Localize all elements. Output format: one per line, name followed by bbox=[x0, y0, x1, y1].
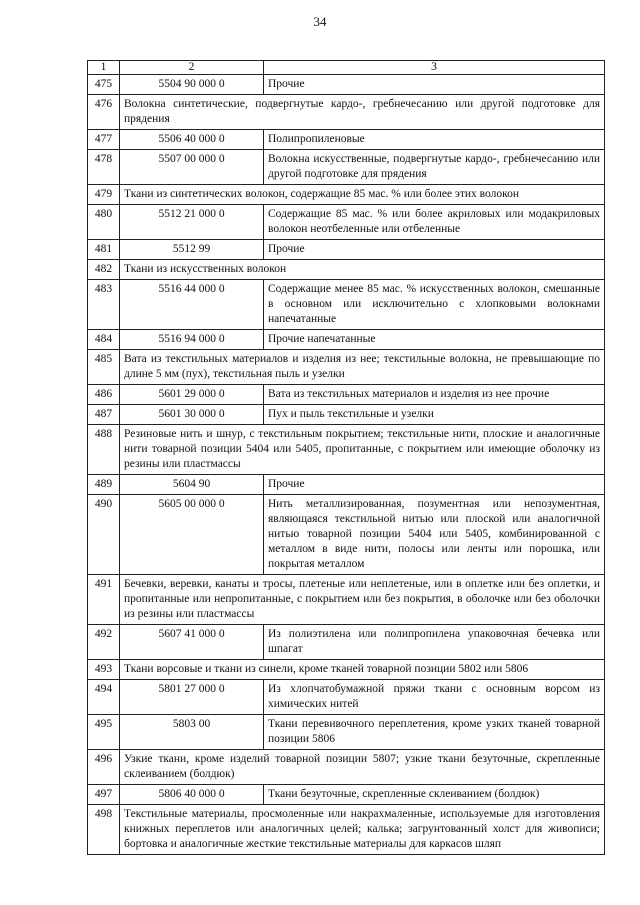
item-description: Из хлопчатобумажной пряжи ткани с основным ворсом из химических нитей bbox=[264, 680, 605, 715]
group-heading: Узкие ткани, кроме изделий товарной позиции 5807; узкие ткани безуточные, скрепленные склеиванием (болдюк) bbox=[120, 750, 605, 785]
item-description: Прочие bbox=[264, 75, 605, 95]
commodity-code: 5506 40 000 0 bbox=[120, 130, 264, 150]
table-row bbox=[88, 495, 605, 575]
row-number: 492 bbox=[88, 625, 120, 660]
row-number: 487 bbox=[88, 405, 120, 425]
row-number: 477 bbox=[88, 130, 120, 150]
commodity-code: 5607 41 000 0 bbox=[120, 625, 264, 660]
table-row bbox=[88, 185, 605, 205]
table-row bbox=[88, 680, 605, 715]
group-heading: Ткани из искусственных волокон bbox=[120, 260, 605, 280]
commodity-code: 5507 00 000 0 bbox=[120, 150, 264, 185]
item-description: Ткани перевивочного переплетения, кроме узких тканей товарной позиции 5806 bbox=[264, 715, 605, 750]
group-heading: Бечевки, веревки, канаты и тросы, плетеные или неплетеные, или в оплетке или без оплетки, и пропитанные или непропитанные, с покрытием или без покрытия, в оболочке или без оболочки из резины или пластмассы bbox=[120, 575, 605, 625]
item-description: Содержащие менее 85 мас. % искусственных волокон, смешанные в основном или исключительно с хлопковыми волокнами напечатанные bbox=[264, 280, 605, 330]
row-number: 485 bbox=[88, 350, 120, 385]
commodity-code: 5512 21 000 0 bbox=[120, 205, 264, 240]
item-description: Из полиэтилена или полипропилена упаковочная бечевка или шпагат bbox=[264, 625, 605, 660]
commodity-code: 5504 90 000 0 bbox=[120, 75, 264, 95]
table-row bbox=[88, 130, 605, 150]
item-description: Полипропиленовые bbox=[264, 130, 605, 150]
table-row bbox=[88, 150, 605, 185]
table-row bbox=[88, 625, 605, 660]
row-number: 498 bbox=[88, 805, 120, 855]
commodity-code-table bbox=[87, 60, 605, 855]
row-number: 479 bbox=[88, 185, 120, 205]
row-number: 480 bbox=[88, 205, 120, 240]
table-row bbox=[88, 750, 605, 785]
commodity-code: 5516 94 000 0 bbox=[120, 330, 264, 350]
row-number: 475 bbox=[88, 75, 120, 95]
row-number: 496 bbox=[88, 750, 120, 785]
item-description: Прочие напечатанные bbox=[264, 330, 605, 350]
item-description: Пух и пыль текстильные и узелки bbox=[264, 405, 605, 425]
commodity-code: 5801 27 000 0 bbox=[120, 680, 264, 715]
row-number: 489 bbox=[88, 475, 120, 495]
row-number: 484 bbox=[88, 330, 120, 350]
row-number: 482 bbox=[88, 260, 120, 280]
group-heading: Волокна синтетические, подвергнутые кардо-, гребнечесанию или другой подготовке для прядения bbox=[120, 95, 605, 130]
table-row bbox=[88, 260, 605, 280]
item-description: Ткани безуточные, скрепленные склеиванием (болдюк) bbox=[264, 785, 605, 805]
item-description: Содержащие 85 мас. % или более акриловых или модакриловых волокон неотбеленные или отбеленные bbox=[264, 205, 605, 240]
commodity-code: 5605 00 000 0 bbox=[120, 495, 264, 575]
row-number: 486 bbox=[88, 385, 120, 405]
commodity-code: 5604 90 bbox=[120, 475, 264, 495]
table-row bbox=[88, 785, 605, 805]
page-number: 34 bbox=[313, 14, 327, 29]
row-number: 488 bbox=[88, 425, 120, 475]
item-description: Волокна искусственные, подвергнутые кардо-, гребнечесанию или другой подготовке для прядения bbox=[264, 150, 605, 185]
item-description: Вата из текстильных материалов и изделия из нее прочие bbox=[264, 385, 605, 405]
table-row bbox=[88, 405, 605, 425]
item-description: Прочие bbox=[264, 240, 605, 260]
column-header: 3 bbox=[264, 61, 605, 75]
column-header: 1 bbox=[88, 61, 120, 75]
group-heading: Текстильные материалы, просмоленные или накрахмаленные, используемые для изготовления книжных переплетов или аналогичных целей; калька; загрунтованный холст для живописи; бортовка и аналогичные жесткие текстильные материалы для каркасов шляп bbox=[120, 805, 605, 855]
column-header: 2 bbox=[120, 61, 264, 75]
group-heading: Ткани из синтетических волокон, содержащие 85 мас. % или более этих волокон bbox=[120, 185, 605, 205]
table-row bbox=[88, 660, 605, 680]
table-row bbox=[88, 475, 605, 495]
table-row bbox=[88, 95, 605, 130]
table-body bbox=[88, 75, 605, 855]
table-row bbox=[88, 240, 605, 260]
table-row bbox=[88, 350, 605, 385]
table-header-row bbox=[88, 61, 605, 75]
item-description: Нить металлизированная, позументная или непозументная, являющаяся текстильной нитью или плоской или аналогичной нитью товарной позиции 5404 или 5405, комбинированной с металлом в виде нити, полосы или ленты или порошка, или покрытая металлом bbox=[264, 495, 605, 575]
row-number: 483 bbox=[88, 280, 120, 330]
table-row bbox=[88, 330, 605, 350]
table-row bbox=[88, 575, 605, 625]
row-number: 495 bbox=[88, 715, 120, 750]
row-number: 490 bbox=[88, 495, 120, 575]
commodity-code: 5803 00 bbox=[120, 715, 264, 750]
row-number: 481 bbox=[88, 240, 120, 260]
row-number: 494 bbox=[88, 680, 120, 715]
row-number: 476 bbox=[88, 95, 120, 130]
table-row bbox=[88, 75, 605, 95]
group-heading: Ткани ворсовые и ткани из синели, кроме тканей товарной позиции 5802 или 5806 bbox=[120, 660, 605, 680]
table-row bbox=[88, 805, 605, 855]
row-number: 497 bbox=[88, 785, 120, 805]
commodity-code: 5512 99 bbox=[120, 240, 264, 260]
table-row bbox=[88, 280, 605, 330]
commodity-code: 5516 44 000 0 bbox=[120, 280, 264, 330]
row-number: 493 bbox=[88, 660, 120, 680]
group-heading: Резиновые нить и шнур, с текстильным покрытием; текстильные нити, плоские и аналогичные нити товарной позиции 5404 или 5405, пропитанные, с покрытием или имеющие оболочку из резины или пластмассы bbox=[120, 425, 605, 475]
item-description: Прочие bbox=[264, 475, 605, 495]
row-number: 478 bbox=[88, 150, 120, 185]
commodity-code: 5601 29 000 0 bbox=[120, 385, 264, 405]
table-row bbox=[88, 205, 605, 240]
table-row bbox=[88, 385, 605, 405]
row-number: 491 bbox=[88, 575, 120, 625]
commodity-code: 5806 40 000 0 bbox=[120, 785, 264, 805]
group-heading: Вата из текстильных материалов и изделия из нее; текстильные волокна, не превышающие по длине 5 мм (пух), текстильная пыль и узелки bbox=[120, 350, 605, 385]
table-row bbox=[88, 715, 605, 750]
table-row bbox=[88, 425, 605, 475]
commodity-code: 5601 30 000 0 bbox=[120, 405, 264, 425]
